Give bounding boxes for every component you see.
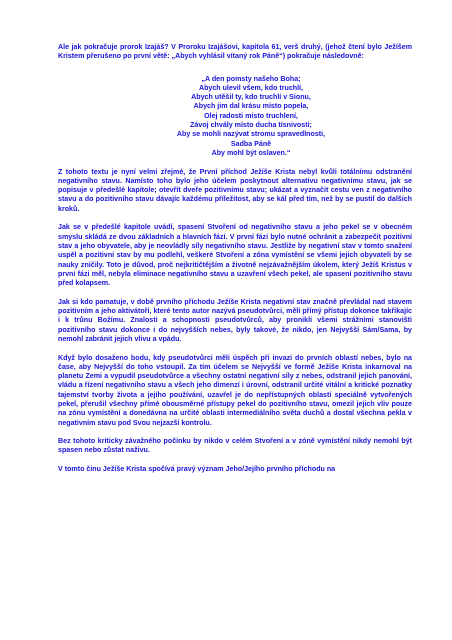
intro-paragraph: Ale jak pokračuje prorok Izajáš? V Proroku Izajášovi, kapitola 61, verš druhý, (jehož čtení bylo Ježíšem Kristem přerušeno po první větě: „Abych vyhlásil vítaný rok Páně“) pokračuje následovně: (58, 43, 412, 61)
quote-line: „A den pomsty našeho Boha; (201, 74, 301, 83)
quote-line: Abych jim dal krásu místo popela, (193, 102, 309, 111)
quote-line: Olej radosti místo truchlení, (204, 111, 298, 120)
quote-line: Sadba Páně (230, 139, 272, 148)
body-paragraph-1: Z tohoto textu je nyní velmi zřejmé, že První příchod Ježíše Krista nebyl kvůli totálnímu odstranění negativního stavu. Namísto toho bylo jeho účelem poskytnout alternativu negativnímu stavu, jak se popisuje v předešlé kapitole; otevřít dveře pozitivnímu stavu; ukázat a vyznačit cestu ven z negativního stavu a do pozitivního stavu dávajíc každému příležitost, aby se kál před tím, než by se pustil do dalších kroků. (58, 167, 412, 213)
quote-line: Abych ulevil všem, kdo truchlí, (198, 83, 304, 92)
body-paragraph-2: Jak se v předešlé kapitole uvádí, spasení Stvoření od negativního stavu a jeho pekel se v obecném smyslu skládá ze dvou základních a hlavních fází. V první fázi bylo nutné ochránit a zabezpečit pozitivní stav a jeho obyvatele, aby je neovládly síly negativního stavu. Jestliže by negativní stav v tomto snažení uspěl a pozitivní stav by mu podlehl, veškeré Stvoření a zóna vymístění se všemi jejich obyvateli by se nauky zničily. Toto je důvod, proč nejkritičtějším a životně nejzávažnějším úkolem, který Ježíš Kristus v první fázi měl, nebyla eliminace negativního stavu a uzavření všech pekel, ale spasení pozitivního stavu před kolapsem. (58, 223, 412, 288)
quote-line: Aby mohl být oslaven.“ (211, 148, 291, 157)
document-page (58, 43, 412, 474)
body-paragraph-6: V tomto činu Ježíše Krista spočívá pravý význam Jeho/Jejího prvního příchodu na (58, 465, 336, 474)
scripture-quote (58, 75, 412, 159)
body-paragraph-5: Bez tohoto kriticky závažného počinku by nikdo v celém Stvoření a v zóně vymístění nikdy nemohl být spasen nebo zůstat naživu. (58, 437, 412, 455)
body-paragraph-4: Když bylo dosaženo bodu, kdy pseudotvůrci měli úspěch při invazi do prvních oblastí nebes, bylo na čase, aby Nejvyšší do toho vstoupil. Za tím účelem se Nejvyšší ve formě Ježíše Krista inkarnoval na planetu Zemi a vypudil pseudotvůrce a všechny ostatní negativní síly z nebes, odstranil jejich panování, vládu a řízení negativního stavu a všech jeho dimenzí i úrovní, odstranil určité vitální a kritické poznatky tajemství tvorby života a jejího používání, uzavřel je do nepřístupných oblastí speciálně vytvořených pekel, přerušil všechny přímé obousměrné přístupy pekel do pozitivního stavu, omezil jejich vliv pouze na zónu vymístění a donedávna na určité oblasti intermediálního světa duchů a dostal všechna pekla v negativním stavu pod Svou nejzazší kontrolu. (58, 353, 412, 427)
body-paragraph-3: Jak si kdo pamatuje, v době prvního příchodu Ježíše Krista negativní stav značně převládal nad stavem pozitivním a jeho aktivátoři, které tento autor nazývá pseudotvůrci, měli přímý přístup dokonce takřikajíc i k trůnu Božímu. Znalosti a schopnosti pseudotvůrců, aby pronikli všemi strážními stanovišti pozitivního stavu dokonce i do nejvyšších nebes, byly takové, že nikdo, jen Nejvyšší Sám/Sama, by nemohl zabránit jejich vlivu a vpádu. (58, 297, 412, 343)
quote-line: Aby se mohli nazývat stromu spravedlnosti, (176, 130, 326, 139)
quote-line: Abych utěšil ty, kdo truchlí v Sionu, (191, 93, 311, 102)
quote-line: Závoj chvály místo ducha tísnivosti; (190, 121, 312, 130)
